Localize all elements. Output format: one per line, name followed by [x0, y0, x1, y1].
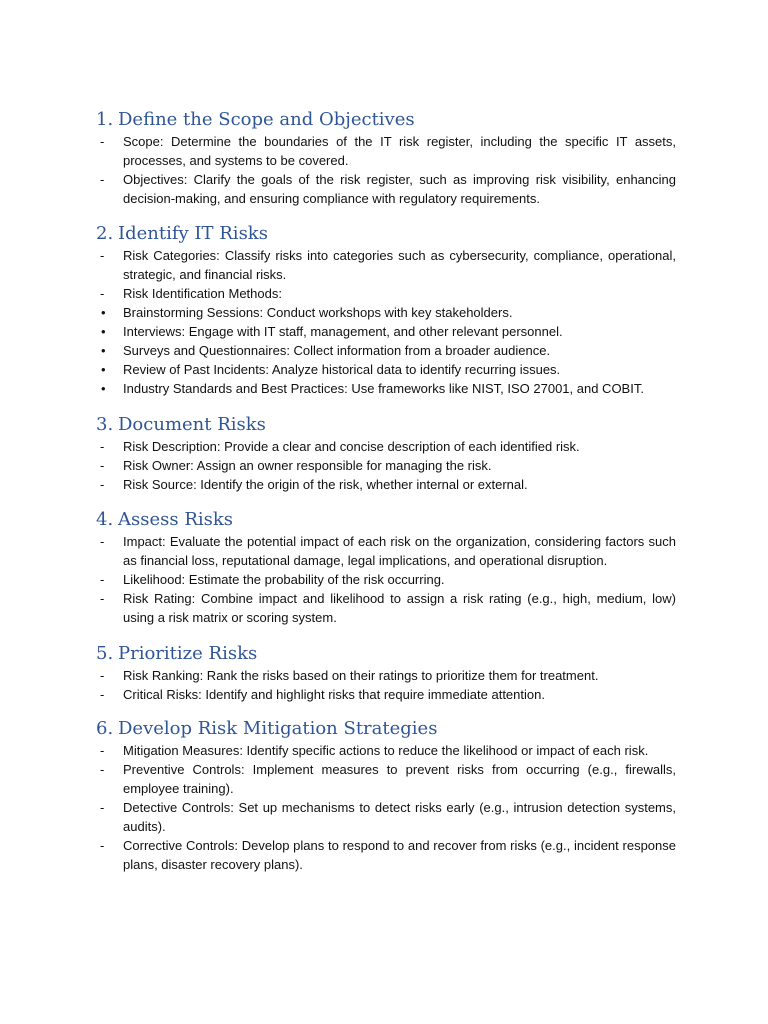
section-number: 5. [96, 643, 114, 664]
item-text: Risk Categories: Classify risks into categories such as cybersecurity, compliance, operational, strategic, and financial risks. [123, 248, 676, 282]
section-number: 3. [96, 414, 114, 435]
bullet-icon: • [101, 305, 106, 320]
bullet-icon: • [101, 324, 106, 339]
list-item [0, 284, 768, 303]
bullet-icon: • [101, 362, 106, 377]
item-text: Interviews: Engage with IT staff, management, and other relevant personnel. [123, 324, 563, 339]
section-heading [0, 508, 768, 532]
item-text: Review of Past Incidents: Analyze historical data to identify recurring issues. [123, 362, 561, 377]
dash-marker: - [100, 762, 105, 777]
section-heading [0, 717, 768, 741]
item-text: Brainstorming Sessions: Conduct workshops with key stakeholders. [123, 305, 513, 320]
section-title: Assess Risks [118, 509, 234, 530]
dash-marker: - [100, 286, 105, 301]
list-item [0, 741, 768, 760]
item-list [0, 666, 768, 704]
dash-marker: - [100, 668, 105, 683]
section-assess-risks [0, 508, 768, 627]
dash-marker: - [100, 743, 105, 758]
list-item [0, 589, 768, 627]
list-item [0, 379, 768, 398]
dash-marker: - [100, 134, 105, 149]
list-item [0, 570, 768, 589]
item-text: Risk Owner: Assign an owner responsible for managing the risk. [123, 458, 492, 473]
list-item [0, 170, 768, 208]
section-document-risks [0, 413, 768, 494]
section-title: Define the Scope and Objectives [118, 109, 415, 130]
list-item [0, 798, 768, 836]
section-identify-risks [0, 222, 768, 398]
dash-marker: - [100, 439, 105, 454]
list-item [0, 437, 768, 456]
item-list [0, 532, 768, 627]
section-number: 4. [96, 509, 114, 530]
item-text: Detective Controls: Set up mechanisms to detect risks early (e.g., intrusion detection systems, audits). [123, 800, 676, 834]
item-text: Risk Ranking: Rank the risks based on their ratings to prioritize them for treatment. [123, 668, 599, 683]
section-title: Develop Risk Mitigation Strategies [118, 718, 438, 739]
item-text: Risk Rating: Combine impact and likelihood to assign a risk rating (e.g., high, medium, low) using a risk matrix or scoring system. [123, 591, 676, 625]
bullet-icon: • [101, 343, 106, 358]
item-text: Impact: Evaluate the potential impact of each risk on the organization, considering factors such as financial loss, reputational damage, legal implications, and operational disruption. [123, 534, 676, 568]
list-item [0, 360, 768, 379]
item-list [0, 132, 768, 208]
item-text: Mitigation Measures: Identify specific actions to reduce the likelihood or impact of each risk. [123, 743, 649, 758]
list-item [0, 666, 768, 685]
section-title: Prioritize Risks [118, 643, 258, 664]
list-item [0, 132, 768, 170]
item-text: Surveys and Questionnaires: Collect information from a broader audience. [123, 343, 551, 358]
item-text: Corrective Controls: Develop plans to respond to and recover from risks (e.g., incident response plans, disaster recovery plans). [123, 838, 676, 872]
dash-marker: - [100, 172, 105, 187]
list-item [0, 836, 768, 874]
item-text: Critical Risks: Identify and highlight risks that require immediate attention. [123, 687, 545, 702]
dash-marker: - [100, 838, 105, 853]
section-number: 6. [96, 718, 114, 739]
section-number: 2. [96, 223, 114, 244]
item-list [0, 437, 768, 494]
section-heading [0, 108, 768, 132]
section-number: 1. [96, 109, 114, 130]
item-text: Likelihood: Estimate the probability of the risk occurring. [123, 572, 445, 587]
dash-marker: - [100, 534, 105, 549]
section-heading [0, 413, 768, 437]
item-text: Risk Source: Identify the origin of the risk, whether internal or external. [123, 477, 528, 492]
list-item [0, 341, 768, 360]
section-heading [0, 642, 768, 666]
list-item [0, 475, 768, 494]
list-item [0, 760, 768, 798]
bullet-icon: • [101, 381, 106, 396]
section-mitigation-strategies [0, 717, 768, 874]
item-text: Risk Identification Methods: [123, 286, 282, 301]
dash-marker: - [100, 248, 105, 263]
item-text: Preventive Controls: Implement measures to prevent risks from occurring (e.g., firewalls, employee training). [123, 762, 676, 796]
dash-marker: - [100, 687, 105, 702]
dash-marker: - [100, 572, 105, 587]
item-text: Scope: Determine the boundaries of the IT risk register, including the specific IT assets, processes, and systems to be covered. [123, 134, 676, 168]
section-prioritize-risks [0, 642, 768, 704]
list-item [0, 456, 768, 475]
section-scope-objectives [0, 108, 768, 208]
dash-marker: - [100, 458, 105, 473]
item-list [0, 246, 768, 398]
section-title: Identify IT Risks [118, 223, 268, 244]
item-text: Objectives: Clarify the goals of the risk register, such as improving risk visibility, enhancing decision-making, and ensuring compliance with regulatory requirements. [123, 172, 676, 206]
list-item [0, 322, 768, 341]
item-list [0, 741, 768, 874]
section-heading [0, 222, 768, 246]
list-item [0, 303, 768, 322]
dash-marker: - [100, 477, 105, 492]
list-item [0, 246, 768, 284]
dash-marker: - [100, 591, 105, 606]
item-text: Industry Standards and Best Practices: Use frameworks like NIST, ISO 27001, and COBIT. [123, 381, 644, 396]
list-item [0, 685, 768, 704]
dash-marker: - [100, 800, 105, 815]
list-item [0, 532, 768, 570]
section-title: Document Risks [118, 414, 266, 435]
item-text: Risk Description: Provide a clear and concise description of each identified risk. [123, 439, 580, 454]
